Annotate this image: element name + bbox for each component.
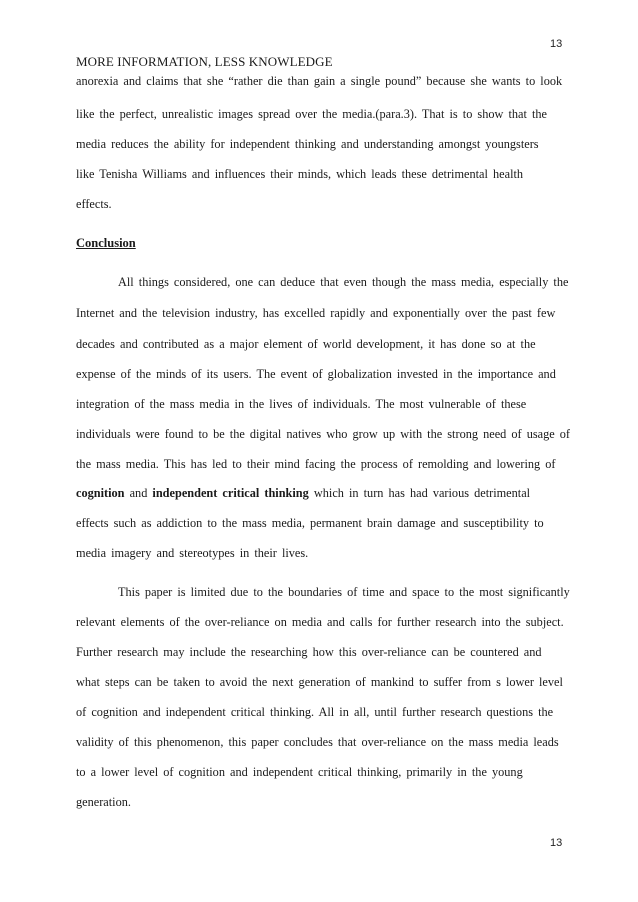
- body-line: what steps can be taken to avoid the next generation of mankind to suffer from s lower level: [76, 675, 563, 689]
- body-line: integration of the mass media in the lives of individuals. The most vulnerable of these: [76, 397, 527, 411]
- body-line: Internet and the television industry, has excelled rapidly and exponentially over the past few: [76, 306, 556, 320]
- body-line: individuals were found to be the digital natives who grow up with the strong need of usage of: [76, 427, 571, 441]
- body-line: Further research may include the researching how this over-reliance can be countered and: [76, 645, 542, 659]
- body-line: media imagery and stereotypes in their lives.: [76, 546, 309, 560]
- body-line: effects such as addiction to the mass media, permanent brain damage and susceptibility to: [76, 516, 544, 530]
- body-text: and: [124, 486, 153, 500]
- body-line: decades and contributed as a major element of world development, it has done so at the: [76, 337, 536, 351]
- bold-term-critical-thinking: independent critical thinking: [152, 486, 309, 500]
- body-line: All things considered, one can deduce that even though the mass media, especially the: [118, 275, 569, 289]
- body-line: media reduces the ability for independent thinking and understanding amongst youngsters: [76, 137, 539, 151]
- body-line: This paper is limited due to the boundaries of time and space to the most significantly: [118, 585, 570, 599]
- bold-term-cognition: cognition: [76, 486, 125, 500]
- running-head: MORE INFORMATION, LESS KNOWLEDGE: [76, 54, 333, 69]
- body-line: like the perfect, unrealistic images spread over the media.(para.3). That is to show that the: [76, 107, 547, 121]
- body-line: validity of this phenomenon, this paper concludes that over-reliance on the mass media leads: [76, 735, 559, 749]
- body-line: relevant elements of the over-reliance on media and calls for further research into the subject.: [76, 615, 564, 629]
- body-line: the mass media. This has led to their mind facing the process of remolding and lowering of: [76, 457, 556, 471]
- body-text: which in turn has had various detrimental: [308, 486, 531, 500]
- body-line: of cognition and independent critical thinking. All in all, until further research questions the: [76, 705, 554, 719]
- body-line: to a lower level of cognition and independent critical thinking, primarily in the young: [76, 765, 523, 779]
- body-line: effects.: [76, 197, 112, 211]
- page-number-bottom: 13: [550, 837, 563, 849]
- body-line: expense of the minds of its users. The event of globalization invested in the importance and: [76, 367, 556, 381]
- body-line: [76, 486, 530, 501]
- body-line: anorexia and claims that she “rather die than gain a single pound” because she wants to look: [76, 74, 563, 88]
- section-heading-conclusion: Conclusion: [76, 236, 136, 250]
- body-line: like Tenisha Williams and influences their minds, which leads these detrimental health: [76, 167, 524, 181]
- body-line: generation.: [76, 795, 131, 809]
- page-number-top: 13: [550, 38, 563, 50]
